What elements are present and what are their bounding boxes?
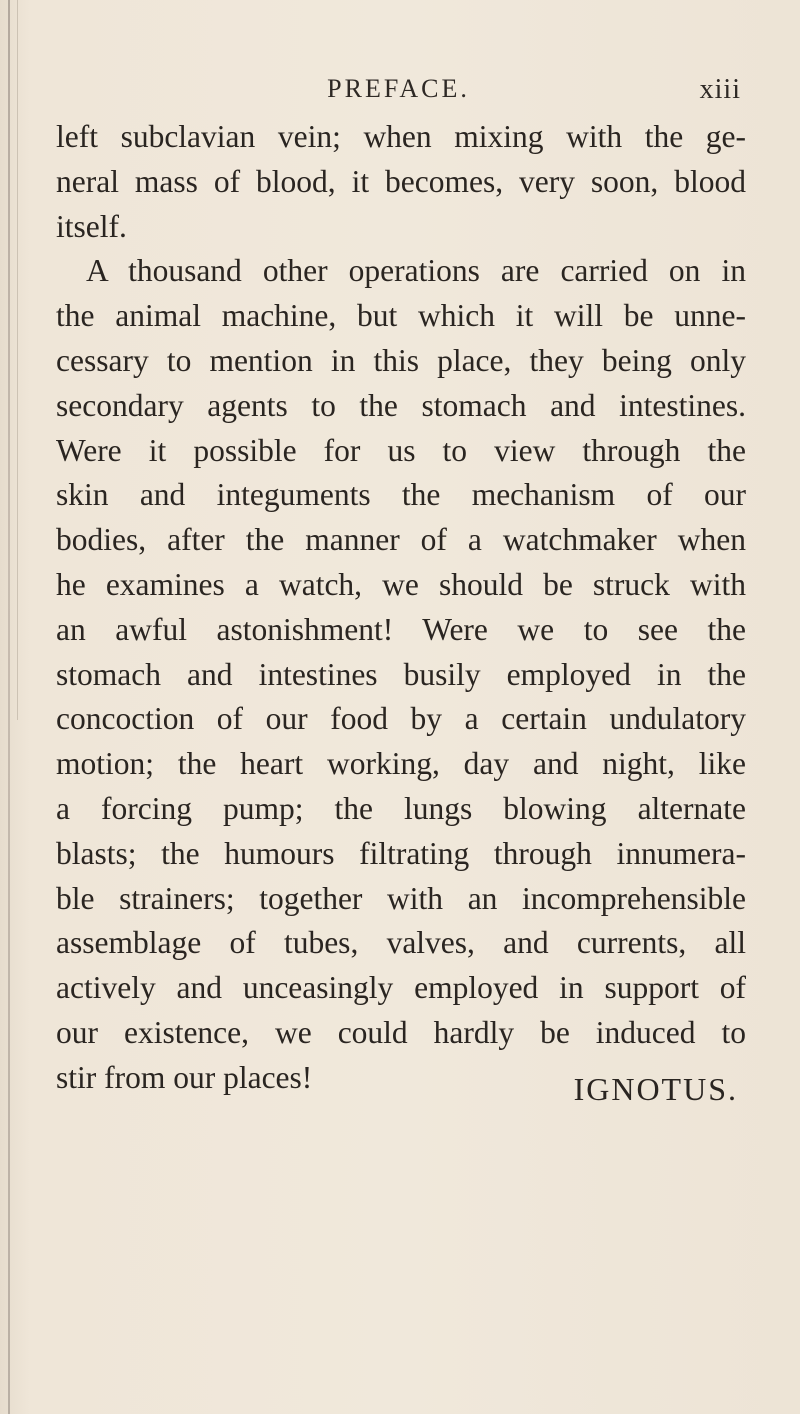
text-line: left subclavian vein; when mixing with the ge- <box>56 119 746 154</box>
text-line: actively and unceasingly employed in support of <box>56 970 746 1006</box>
text-line: Were it possible for us to view through the <box>56 432 746 468</box>
text-line: stir from our places! <box>56 1059 313 1095</box>
text-line: blasts; the humours filtrating through innumera- <box>56 835 746 871</box>
text-line: A thousand other operations are carried on in <box>86 253 746 289</box>
text-line: an awful astonishment! Were we to see the <box>56 611 746 647</box>
text-line: skin and integuments the mechanism of our <box>56 477 746 513</box>
page-gutter-shadow <box>17 0 18 720</box>
text-line: cessary to mention in this place, they being only <box>56 342 746 378</box>
page-header <box>56 74 741 114</box>
text-line: bodies, after the manner of a watchmaker when <box>56 522 746 558</box>
text-line: secondary agents to the stomach and intestines. <box>56 387 746 423</box>
text-line: our existence, we could hardly be induced to <box>56 1014 746 1050</box>
text-line: ble strainers; together with an incomprehensible <box>56 880 746 916</box>
text-line: assemblage of tubes, valves, and currents, all <box>56 925 746 961</box>
page-gutter-edge <box>8 0 10 1414</box>
author-signature: IGNOTUS. <box>573 1071 738 1107</box>
text-line: neral mass of blood, it becomes, very soon, blood <box>56 163 746 199</box>
text-line: stomach and intestines busily employed in the <box>56 656 746 692</box>
body-text <box>56 115 746 1101</box>
text-line: motion; the heart working, day and night, like <box>56 746 746 782</box>
text-line: concoction of our food by a certain undulatory <box>56 701 746 737</box>
text-line: the animal machine, but which it will be unne- <box>56 298 746 334</box>
running-head: PREFACE. <box>327 74 470 103</box>
text-line: a forcing pump; the lungs blowing alternate <box>56 790 746 826</box>
text-line: he examines a watch, we should be struck with <box>56 566 746 602</box>
text-line: itself. <box>56 208 127 244</box>
page-number: xiii <box>699 74 741 105</box>
